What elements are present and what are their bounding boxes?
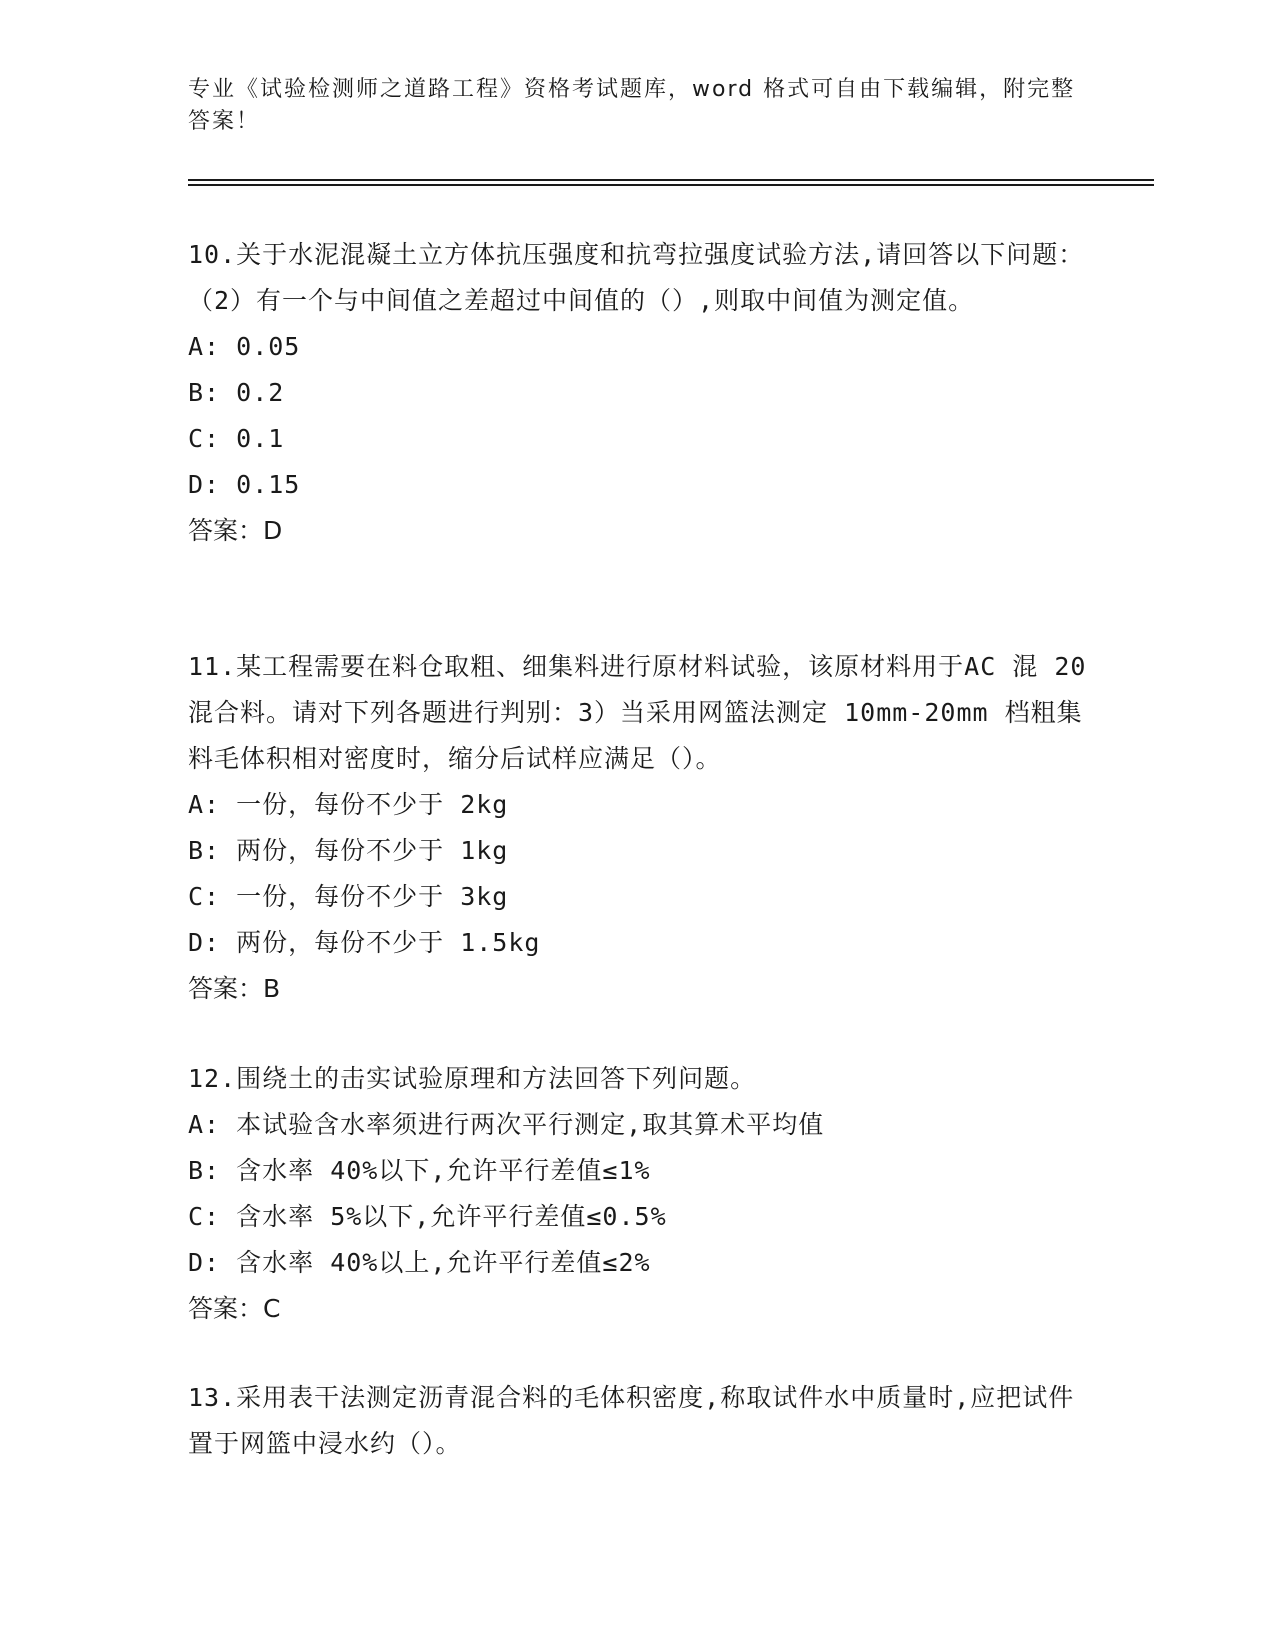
header-divider-top (188, 179, 1154, 181)
option-a: A: 一份，每份不少于 2kg (188, 790, 509, 819)
option-b: B: 两份，每份不少于 1kg (188, 836, 509, 865)
option-c: C: 一份，每份不少于 3kg (188, 882, 509, 911)
option-b: B: 0.2 (188, 378, 285, 407)
answer: 答案：B (188, 974, 281, 1003)
question-11 (188, 644, 1088, 1012)
option-a: A: 0.05 (188, 332, 301, 361)
option-c: C: 0.1 (188, 424, 285, 453)
answer: 答案：C (188, 1294, 281, 1323)
option-a: A: 本试验含水率须进行两次平行测定,取其算术平均值 (188, 1110, 825, 1139)
question-13 (188, 1375, 1088, 1467)
option-c: C: 含水率 5%以下,允许平行差值≤0.5% (188, 1202, 667, 1231)
question-12 (188, 1056, 1088, 1332)
question-text: 10.关于水泥混凝土立方体抗压强度和抗弯拉强度试验方法,请回答以下问题：（2）有一个与中间值之差超过中间值的（）,则取中间值为测定值。 (188, 240, 1085, 315)
question-text: 13.采用表干法测定沥青混合料的毛体积密度,称取试件水中质量时,应把试件置于网篮中浸水约（）。 (188, 1383, 1075, 1458)
question-text: 12.围绕土的击实试验原理和方法回答下列问题。 (188, 1064, 757, 1093)
document-header: 专业《试验检测师之道路工程》资格考试题库，word 格式可自由下载编辑，附完整答案！ (188, 77, 1076, 134)
option-d: D: 含水率 40%以上,允许平行差值≤2% (188, 1248, 651, 1277)
option-d: D: 两份，每份不少于 1.5kg (188, 928, 541, 957)
answer: 答案：D (188, 516, 283, 545)
header-divider-bottom (188, 184, 1154, 186)
question-10 (188, 232, 1088, 554)
question-text: 11.某工程需要在料仓取粗、细集料进行原材料试验，该原材料用于AC 混 20 混合料。请对下列各题进行判别：3）当采用网篮法测定 10mm-20mm 档粗集料毛体积相对密度时，缩分后试样应满足（）。 (188, 652, 1087, 773)
option-d: D: 0.15 (188, 470, 301, 499)
option-b: B: 含水率 40%以下,允许平行差值≤1% (188, 1156, 651, 1185)
